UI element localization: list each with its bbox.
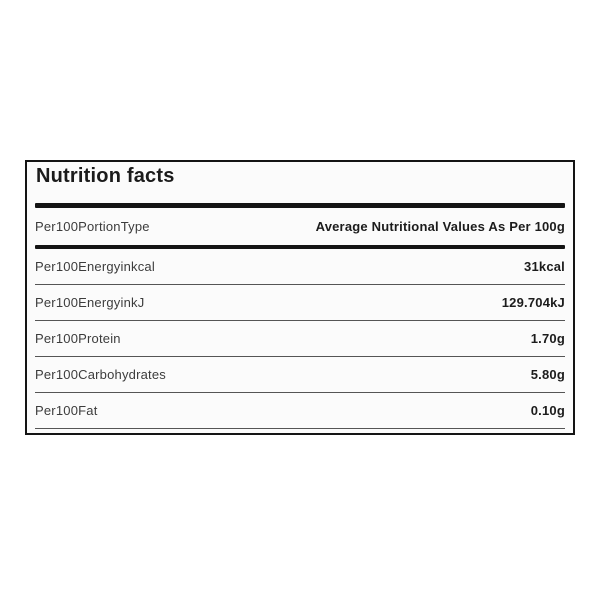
row-label: Per100Fat [35, 403, 98, 418]
table-row-protein [35, 321, 565, 357]
table-row-carbohydrates [35, 357, 565, 393]
nutrition-facts-card [25, 160, 575, 435]
row-label: Per100Energyinkcal [35, 259, 155, 274]
row-value: 31kcal [524, 259, 565, 274]
table-row-energy-kcal [35, 249, 565, 285]
row-value: 129.704kJ [501, 295, 565, 310]
row-label: Per100Protein [35, 331, 121, 346]
table-header-row [35, 208, 565, 245]
row-value: 1.70g [530, 331, 565, 346]
table-row-fat [35, 393, 565, 429]
table-row-energy-kj [35, 285, 565, 321]
row-label: Per100Carbohydrates [35, 367, 166, 382]
header-portion-type-label: Per100PortionType [35, 219, 150, 234]
row-label: Per100EnergyinkJ [35, 295, 145, 310]
nutrition-facts-title: Nutrition facts [36, 165, 175, 187]
row-value: 5.80g [530, 367, 565, 382]
row-value: 0.10g [530, 403, 565, 418]
header-average-values-label: Average Nutritional Values As Per 100g [315, 219, 565, 234]
